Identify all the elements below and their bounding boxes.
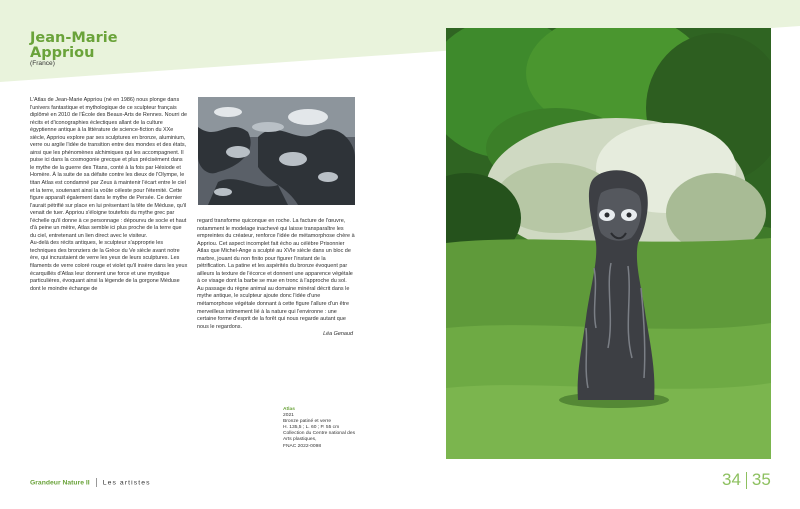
artist-name [30,31,118,61]
caption-inventory: FNAC 2022-0098 [283,443,322,449]
caption-dimensions: H. 135,5 ; L. 60 ; P. 55 cm [283,425,340,431]
artist-last-name: Appriou [30,45,95,61]
paragraph: L'Atlas de Jean-Marie Appriou (né en 1986) nous plonge dans l'univers fantastique et mythologique de ce sculpteur français diplômé en 2010 de l'École des Beaux-Arts de Rennes. Nourri de récits et d'iconographies éclectiques allant de la culture égyptienne antique à la littérature de science-fiction du XXe siècle, Appriou explore par ses sculptures en bronze, aluminium, verre ou argile l'idée de transition entre des mondes et des états, ainsi que les phénomènes alchimiques qui les accompagnent. Il puise ici dans la cosmogonie grecque et plus précisément dans le mythe de la guerre des Titans, conté à la fois par Hésiode et Homère. À la suite de sa défaite contre les dieux de l'Olympe, le titan Atlas est condamné par Zeus à maintenir l'écart entre le ciel et la terre, soutenant ainsi la voûte céleste pour l'éternité. Cette figure apparaît également dans le mythe de Persée. Ce dernier l'aurait pétrifié sur place en lui présentant la tête de Méduse, qu'il venait de tuer. Appriou s'éloigne toutefois du mythe grec par l'échelle qu'il donne à ce personnage : dépourvu de socle et haut d'à peine un mètre, Atlas semble ici plus proche de la terre que du ciel, entretenant un lien direct avec le visiteur. [30,97,188,239]
caption-collection: Collection du Centre national des Arts plastiques, [283,431,356,443]
artist-first-name: Jean-Marie [30,30,118,46]
page-numbers [722,470,771,490]
caption-title: Atlas [283,407,295,412]
author-signature: Léa Genaud [323,331,353,338]
text-column-left [30,97,188,293]
artwork-caption [283,407,363,450]
running-footer [30,478,151,487]
sculpture-photo [446,28,771,459]
page-number-right: 35 [751,470,771,489]
paragraph: Au passage du règne animal au domaine minéral décrit dans le mythe antique, le sculpteur ajoute donc l'idée d'une métamorphose végétale donnant à cette figure l'allure d'un être merveilleux intimement lié à la nature qui l'environne : une certaine forme d'esprit de la forêt qui nous regarde autant que nous le regardons. [197,285,350,330]
page-number-left: 34 [722,470,741,489]
paragraph: regard transforme quiconque en roche. La facture de l'œuvre, notamment le modelage inachevé qui laisse transparaître les empreintes du créateur, renforce l'idée de métamorphose chère à Appriou. Cet aspect incomplet fait écho au célèbre Prisonnier Atlas que Michel-Ange a sculpté au XVIe siècle dans un bloc de marbre, jouant du non finito pour figurer l'instant de la pétrification. La patine et les aspérités du bronze évoquent par ailleurs la texture de l'écorce et donnent une apparence végétale à ce visage dont la barbe se mue en tronc à l'approche du sol. [197,218,355,285]
sculpture-detail-photo [198,97,355,205]
caption-year: 2021 [283,413,294,419]
caption-medium: Bronze patiné et verre [283,419,332,425]
text-column-right [197,218,355,339]
footer-divider [96,478,97,487]
artist-country: (France) [30,60,55,67]
series-title: Grandeur Nature II [30,479,90,487]
page-number-divider [746,472,747,489]
section-title: Les artistes [102,479,151,487]
paragraph: Au-delà des récits antiques, le sculpteur s'approprie les techniques des bronziers de la Grèce du Ve siècle avant notre ère, qui incrustaient de verre les yeux de leurs sculptures. Les filaments de verre coloré rouge et violet qu'il insère dans les yeux écarquillés d'Atlas leur donnent une force et une mystique particulières, évoquant ainsi la légende de la gorgone Méduse dont le moindre échange de [30,240,188,292]
